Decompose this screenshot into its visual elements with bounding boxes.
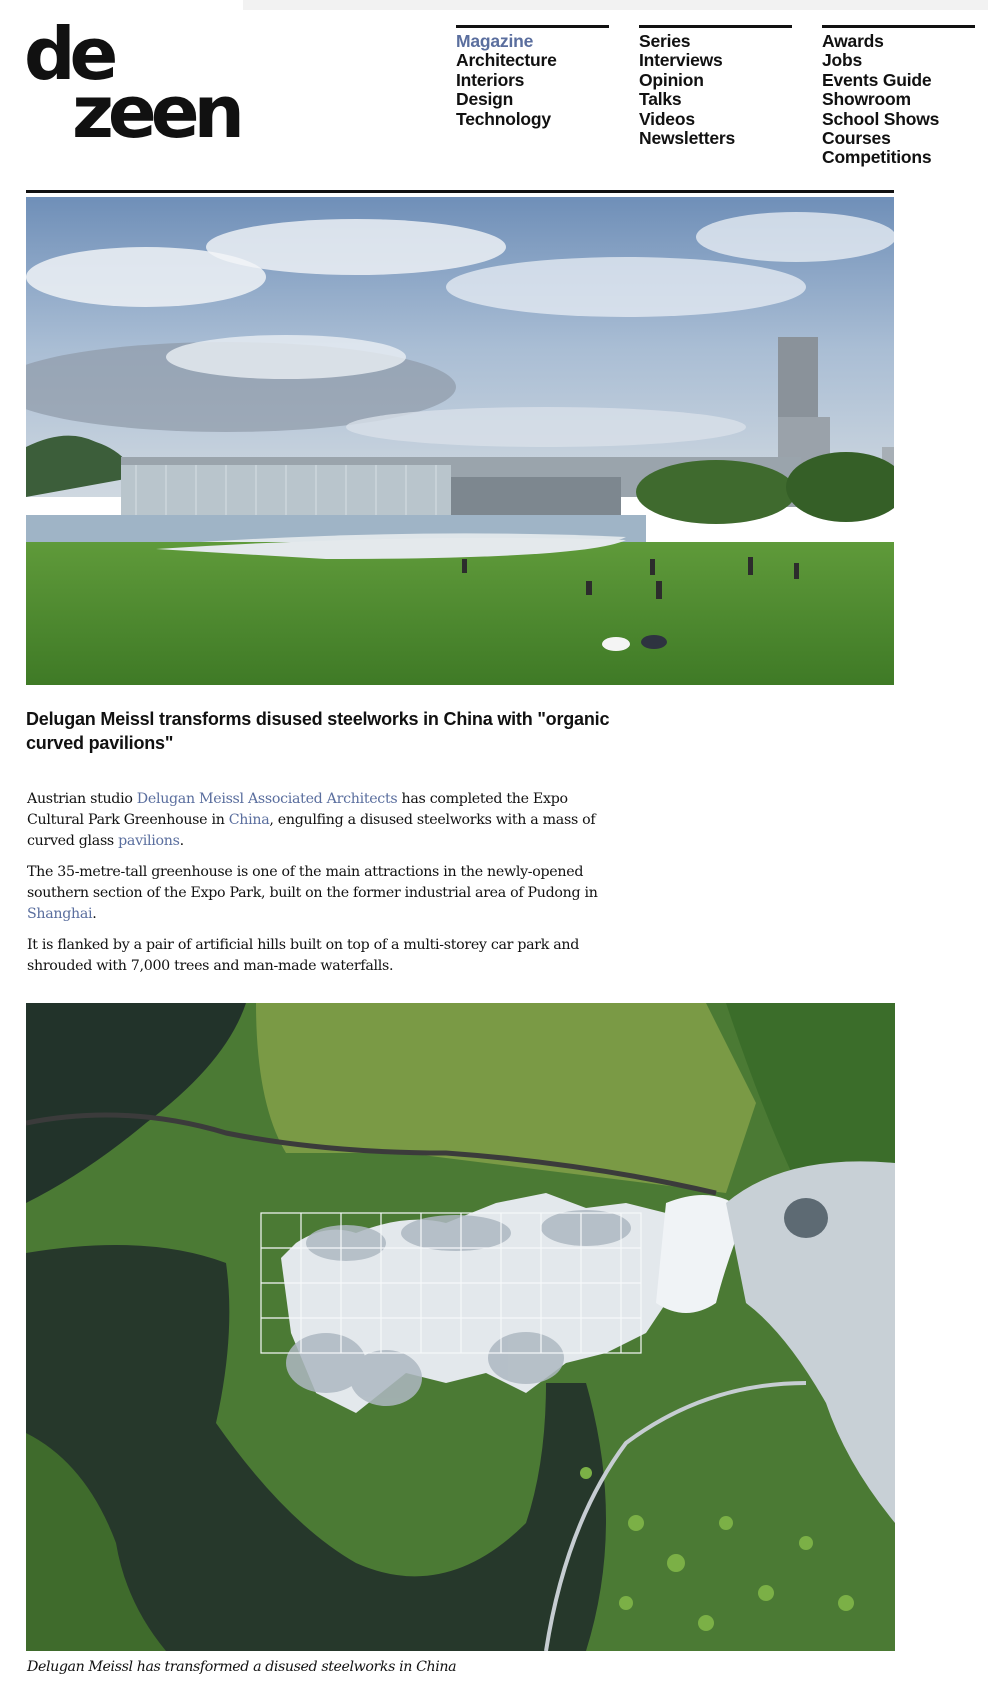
image-caption: Delugan Meissl has transformed a disused steelworks in China: [27, 1659, 457, 1675]
nav-architecture[interactable]: Architecture: [456, 50, 557, 71]
nav-courses[interactable]: Courses: [822, 128, 891, 149]
p2-text-2: .: [92, 906, 97, 922]
header-rule: [26, 190, 894, 193]
article-paragraph-1: [27, 789, 627, 852]
nav-column-1: [456, 25, 609, 129]
dezeen-logo[interactable]: [24, 12, 269, 154]
article-paragraph-3: It is flanked by a pair of artificial hills built on top of a multi-storey car park and shrouded with 7,000 trees and man-made waterfalls.: [27, 937, 580, 974]
article-body: [27, 789, 627, 987]
nav-interviews[interactable]: Interviews: [639, 50, 723, 71]
hero-image-graphic: [26, 197, 894, 685]
p1-text-3: , engulfing a disused steelworks with a mass of curved glass: [27, 812, 596, 849]
link-pavilions[interactable]: pavilions: [118, 833, 180, 849]
aerial-image[interactable]: [26, 1003, 895, 1651]
nav-newsletters[interactable]: Newsletters: [639, 128, 736, 149]
nav-jobs[interactable]: Jobs: [822, 50, 863, 71]
nav-opinion[interactable]: Opinion: [639, 69, 704, 90]
logo-line-1: de: [24, 12, 113, 96]
article-headline: Delugan Meissl transforms disused steelworks in China with "organic curved pavilions": [26, 709, 610, 753]
nav-awards[interactable]: Awards: [822, 31, 884, 51]
link-delugan-meissl[interactable]: Delugan Meissl Associated Architects: [136, 791, 398, 807]
nav-series[interactable]: Series: [639, 31, 691, 51]
nav-videos[interactable]: Videos: [639, 108, 695, 129]
nav-column-3: [822, 25, 975, 168]
p1-text-4: .: [179, 833, 184, 849]
article-paragraph-2: [27, 862, 627, 925]
nav-magazine[interactable]: Magazine: [456, 31, 534, 51]
top-gray-bar: [243, 0, 988, 10]
aerial-image-graphic: [26, 1003, 895, 1651]
nav-school-shows[interactable]: School Shows: [822, 108, 940, 129]
link-shanghai[interactable]: Shanghai: [27, 906, 93, 922]
logo-line-2: zeen: [72, 70, 239, 154]
hero-image[interactable]: [26, 197, 894, 685]
nav-showroom[interactable]: Showroom: [822, 89, 911, 110]
link-china[interactable]: China: [228, 812, 270, 828]
p1-text-1: Austrian studio: [27, 791, 137, 807]
nav-competitions[interactable]: Competitions: [822, 147, 932, 168]
nav-talks[interactable]: Talks: [639, 89, 682, 110]
nav-design[interactable]: Design: [456, 89, 514, 110]
nav-events-guide[interactable]: Events Guide: [822, 69, 932, 90]
p1-text-2: has completed the Expo Cultural Park Greenhouse in: [27, 791, 568, 828]
nav-technology[interactable]: Technology: [456, 108, 551, 129]
p2-text-1: The 35-metre-tall greenhouse is one of the main attractions in the newly-opened southern section of the Expo Park, built on the former industrial area of Pudong in: [27, 864, 598, 901]
nav-column-2: [639, 25, 792, 148]
nav-interiors[interactable]: Interiors: [456, 69, 525, 90]
